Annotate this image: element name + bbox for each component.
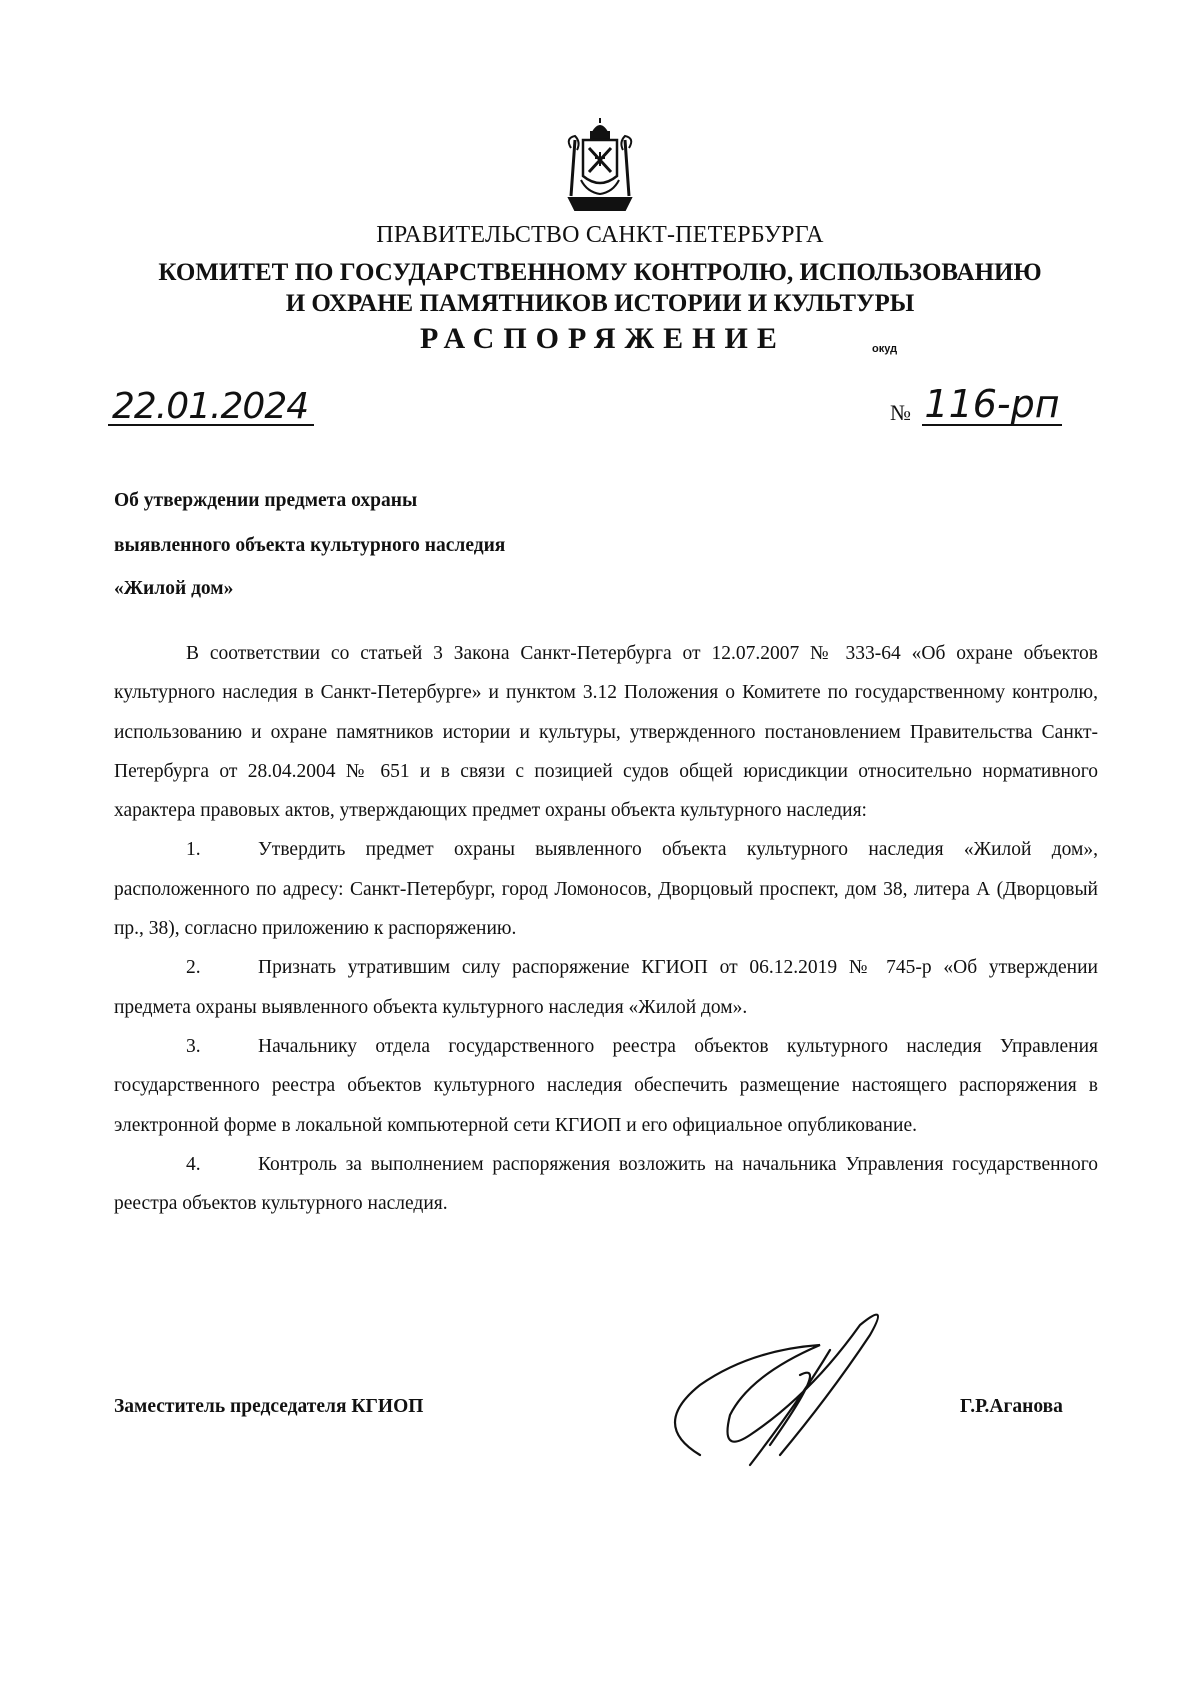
signer-name: Г.Р.Аганова [960, 1396, 1063, 1417]
okud-label: окуд [872, 343, 898, 355]
document-date: 22.01.2024 [108, 390, 314, 426]
subject-line-2: выявленного объекта культурного наследия [114, 535, 506, 556]
item-text: Утвердить предмет охраны выявленного объекта культурного наследия «Жилой дом», расположенного по адресу: Санкт-Петербург, город Ломоносов, Дворцовый проспект, дом 38, литера А (Дворцовый пр., 38), согласно приложению к распоряжению. [114, 839, 1098, 940]
signer-position: Заместитель председателя КГИОП [114, 1396, 424, 1417]
order-item-3 [114, 1027, 1098, 1145]
document-type: РАСПОРЯЖЕНИЕ [420, 322, 786, 355]
order-item-1 [114, 830, 1098, 948]
preamble-paragraph: В соответствии со статьей 3 Закона Санкт-Петербурга от 12.07.2007 № 333-64 «Об охране объектов культурного наследия в Санкт-Петербурге» и пунктом 3.12 Положения о Комитете по государственному контролю, использованию и охране памятников истории и культуры, утвержденного постановлением Правительства Санкт-Петербурга от 28.04.2004 № 651 и в связи с позицией судов общей юрисдикции относительно нормативного характера правовых актов, утверждающих предмет охраны объекта культурного наследия: [114, 643, 1098, 822]
item-number: 2. [186, 957, 201, 979]
item-number: 1. [186, 839, 201, 861]
number-sign: № [890, 400, 911, 425]
document-body [114, 634, 1098, 1223]
item-number: 3. [186, 1035, 201, 1057]
order-item-2 [114, 948, 1098, 1027]
item-number: 4. [186, 1153, 201, 1175]
order-item-4 [114, 1145, 1098, 1224]
subject-line-3: «Жилой дом» [114, 578, 234, 599]
government-name: ПРАВИТЕЛЬСТВО САНКТ-ПЕТЕРБУРГА [376, 222, 824, 248]
handwritten-signature [660, 1305, 960, 1475]
item-text: Признать утратившим силу распоряжение КГИОП от 06.12.2019 № 745-р «Об утверждении предмета охраны выявленного объекта культурного наследия «Жилой дом». [114, 957, 1098, 1018]
subject-line-1: Об утверждении предмета охраны [114, 490, 418, 511]
document-number: 116-рп [922, 384, 1062, 426]
coat-of-arms-emblem [565, 118, 635, 213]
committee-name-line-2: И ОХРАНЕ ПАМЯТНИКОВ ИСТОРИИ И КУЛЬТУРЫ [285, 290, 915, 317]
item-text: Контроль за выполнением распоряжения возложить на начальника Управления государственного реестра объектов культурного наследия. [114, 1153, 1098, 1215]
committee-name-line-1: КОМИТЕТ ПО ГОСУДАРСТВЕННОМУ КОНТРОЛЮ, ИСПОЛЬЗОВАНИЮ [158, 259, 1042, 286]
item-text: Начальнику отдела государственного реестра объектов культурного наследия Управления государственного реестра объектов культурного наследия обеспечить размещение настоящего распоряжения в электронной форме в локальной компьютерной сети КГИОП и его официальное опубликование. [114, 1035, 1098, 1136]
